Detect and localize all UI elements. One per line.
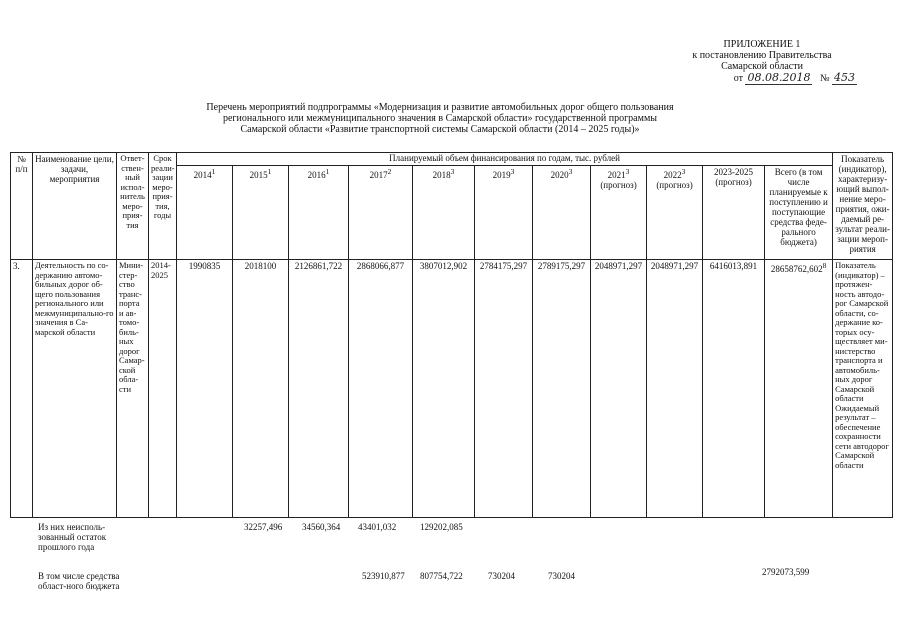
sub2-label: В том числе средства област-ного бюджета: [38, 571, 120, 591]
year-sup: 3: [681, 166, 686, 176]
sub1-value: 129202,085: [420, 522, 463, 532]
header-name: Наименование цели, задачи, мероприятия: [33, 153, 117, 260]
year-header: [413, 165, 475, 259]
year-sup: 3: [450, 166, 455, 176]
year-sup: 2: [387, 166, 392, 176]
row-value: 2868066,877: [349, 260, 413, 518]
appendix-no-label: №: [819, 73, 830, 84]
year-label: 2020: [550, 169, 569, 180]
row-num: 3.: [11, 260, 33, 518]
title-line1: Перечень мероприятий подпрограммы «Модернизация и развитие автомобильных дорог общего пользования: [206, 102, 674, 113]
year-header: [233, 165, 289, 259]
row-total-sup: 8: [822, 261, 827, 270]
row-value: 3807012,902: [413, 260, 475, 518]
header-responsible: Ответ-ствен-ный испол-нитель меро-прия-тия: [117, 153, 149, 260]
year-header: [289, 165, 349, 259]
appendix-date: 08.08.2018: [747, 71, 811, 84]
measures-table: [10, 152, 893, 518]
header-term: Срок реали-зации меро-прия-тия, годы: [149, 153, 177, 260]
year-header: [177, 165, 233, 259]
sub1-value: 34560,364: [302, 522, 341, 532]
row-total: [765, 260, 833, 518]
header-indicator: Показатель (индикатор), характеризу-ющий выпол-нение меро-приятия, ожи-даемый ре-зультат реали-зации мероп-риятия: [833, 153, 893, 260]
row-value: 1990835: [177, 260, 233, 518]
row-value: 2048971,297: [591, 260, 647, 518]
year-label: 2016: [307, 169, 326, 180]
year-note: (прогноз): [656, 179, 693, 190]
year-sup: 1: [325, 166, 330, 176]
appendix-line3: Самарской области: [721, 61, 803, 72]
row-value: 2789175,297: [533, 260, 591, 518]
sub1-label: Из них неисполь-зованный остаток прошлого года: [38, 522, 107, 552]
year-sup: 3: [568, 166, 573, 176]
header-row-1: [11, 153, 893, 166]
row-value: 2784175,297: [475, 260, 533, 518]
row-name: Деятельность по со-держанию автомо-бильных дорог об-щего пользования регионального или межмуниципально-го значения в Са-марской области: [33, 260, 117, 518]
row-total-value: 28658762,602: [770, 264, 823, 274]
sub2-value: 807754,722: [420, 571, 463, 581]
total-header: Всего (в том числе планируемые к поступлению и поступающие средства феде-рального бюджета): [765, 165, 833, 259]
year-sup: 1: [211, 166, 216, 176]
title-line2: регионального или межмуниципального значения в Самарской области» государственной программы: [222, 113, 657, 124]
year-header: [475, 165, 533, 259]
year-label: 2018: [432, 169, 451, 180]
header-funding: Планируемый объем финансирования по годам, тыс. рублей: [177, 153, 833, 166]
row-responsible: Мини-стер-ство транс-порта и ав-томо-биль-ных дорог Самар-ской обла-сти: [117, 260, 149, 518]
row-value: 2126861,722: [289, 260, 349, 518]
year-label: 2015: [249, 169, 268, 180]
appendix-line1: ПРИЛОЖЕНИЕ 1: [723, 39, 801, 50]
row-term: 2014-2025: [149, 260, 177, 518]
row-value: 2018100: [233, 260, 289, 518]
document-title: [190, 102, 690, 135]
appendix-date-line: [667, 72, 857, 84]
year-header: [533, 165, 591, 259]
sub2-value: 730204: [488, 571, 515, 581]
title-line3: Самарской области «Развитие транспортной системы Самарской области (2014 – 2025 годы)»: [240, 124, 640, 135]
year-label: 2021: [607, 169, 626, 180]
header-num: № п/п: [11, 153, 33, 260]
year-label: 2019: [492, 169, 511, 180]
sub2-value: 523910,877: [362, 571, 405, 581]
year-header: [703, 165, 765, 259]
year-label: 2017: [369, 169, 388, 180]
appendix-number: 453: [834, 71, 855, 84]
year-note: (прогноз): [600, 179, 637, 190]
appendix-line2: к постановлению Правительства: [692, 50, 832, 61]
year-sup: 3: [625, 166, 630, 176]
appendix-from-label: от: [733, 73, 743, 84]
year-sup: 1: [267, 166, 272, 176]
sub1-value: 32257,496: [244, 522, 283, 532]
year-label: 2023-2025: [714, 166, 753, 177]
year-label: 2022: [663, 169, 682, 180]
year-note: (прогноз): [715, 176, 752, 187]
sub2-total: 2792073,599: [762, 567, 810, 577]
row-value: 6416013,891: [703, 260, 765, 518]
year-header: [349, 165, 413, 259]
year-label: 2014: [193, 169, 212, 180]
sub2-value: 730204: [548, 571, 575, 581]
year-sup: 3: [510, 166, 515, 176]
appendix-block: [667, 39, 857, 84]
table-row: [11, 260, 893, 518]
year-header: [647, 165, 703, 259]
year-header: [591, 165, 647, 259]
row-indicator: Показатель (индикатор) – протяжен-ность автодо-рог Самарской области, со-держание ко-торых осу-ществляет ми-нистерство транспорта и автомобиль-ных дорог Самарской области Ожидаемый результат – обеспечение сохранности сети автодорог Самарской области: [833, 260, 893, 518]
sub1-value: 43401,032: [358, 522, 397, 532]
row-value: 2048971,297: [647, 260, 703, 518]
